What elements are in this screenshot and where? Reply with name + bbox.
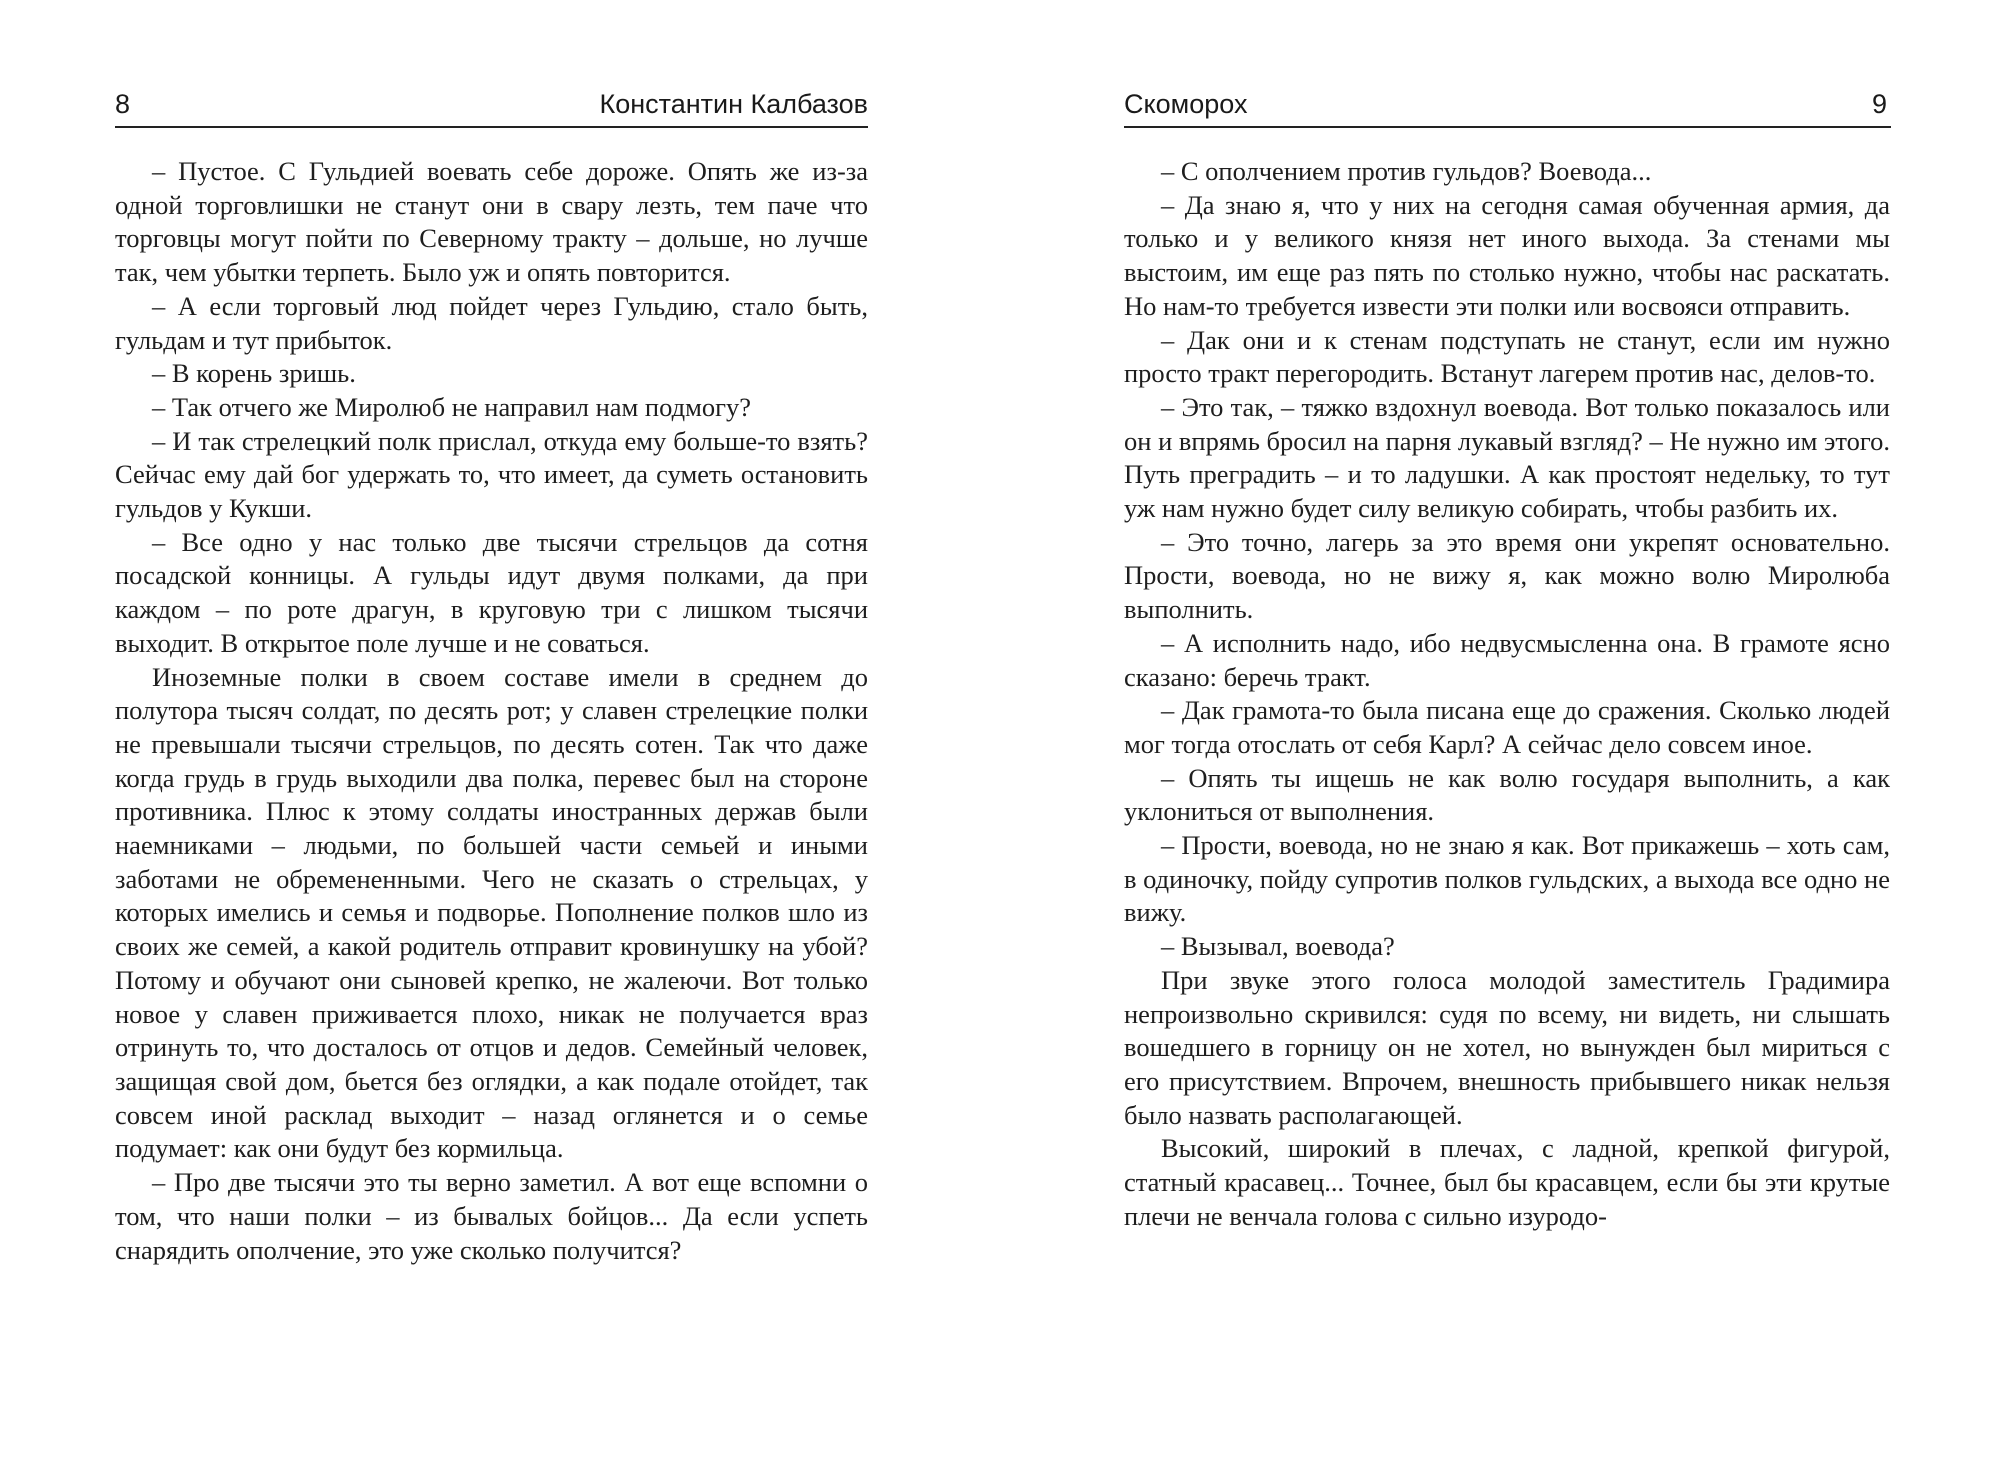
paragraph: Иноземные полки в своем составе имели в среднем до полутора тысяч солдат, по десять рот; у славен стрелецкие полки не превышали тысячи стрельцов, по десять сотен. Так что даже когда грудь в грудь выходили два полка, перевес был на стороне противника. Плюс к этому солдаты иностранных держав были наемниками – людьми, по большей части семьей и иными заботами не обремененными. Чего не сказать о стрельцах, у которых имелись и семья и подворье. Пополнение полков шло из своих же семей, а какой родитель отправит кровинушку на убой? Потому и обучают они сыновей крепко, не жалеючи. Вот только новое у славен приживается плохо, никак не получается враз отринуть то, что досталось от отцов и дедов. Семейный человек, защищая свой дом, бьется без оглядки, а как подале отойдет, так совсем иной расклад выходит – назад оглянется и о семье подумает: как они будут без кормильца.: [115, 661, 868, 1164]
paragraph: – Дак они и к стенам подступать не станут, если им нужно просто тракт перегородить. Встанут лагерем против нас, делов-то.: [1124, 324, 1890, 389]
paragraph: – Так отчего же Миролюб не направил нам подмогу?: [152, 391, 751, 422]
right-page: [1000, 0, 2000, 1473]
paragraph: – Опять ты ищешь не как волю государя выполнить, а как уклониться от выполнения.: [1124, 762, 1890, 827]
right-running-header: [1124, 86, 1891, 128]
paragraph: – Это так, – тяжко вздохнул воевода. Вот только показалось или он и впрямь бросил на парня лукавый взгляд? – Не нужно им этого. Путь преградить – и то ладушки. А как простоят недельку, то тут уж нам нужно будет силу великую собирать, чтобы разбить их.: [1124, 391, 1890, 524]
paragraph: – И так стрелецкий полк прислал, откуда ему больше-то взять? Сейчас ему дай бог удержать то, что имеет, да суметь остановить гульдов у Кукши.: [115, 425, 868, 524]
paragraph: – А исполнить надо, ибо недвусмысленна она. В грамоте ясно сказано: беречь тракт.: [1124, 627, 1890, 692]
right-body-text: [1124, 155, 1890, 1234]
right-page-number: 9: [1871, 89, 1887, 119]
right-running-head: Скоморох: [1124, 89, 1248, 119]
paragraph: – А если торговый люд пойдет через Гульдию, стало быть, гульдам и тут прибыток.: [115, 290, 868, 355]
paragraph: – Пустое. С Гульдией воевать себе дороже. Опять же из-за одной торговлишки не станут они в свару лезть, тем паче что торговцы могут пойти по Северному тракту – дольше, но лучше так, чем убытки терпеть. Было уж и опять повторится.: [115, 156, 868, 288]
paragraph: – Все одно у нас только две тысячи стрельцов да сотня посадской конницы. А гульды идут двумя полками, да при каждом – по роте драгун, в круговую три с лишком тысячи выходит. В открытое поле лучше и не соваться.: [115, 526, 868, 658]
paragraph: – Это точно, лагерь за это время они укрепят основательно. Прости, воевода, но не вижу я, как можно волю Миролюба выполнить.: [1124, 526, 1890, 625]
paragraph: – Прости, воевода, но не знаю я как. Вот прикажешь – хоть сам, в одиночку, пойду супротив полков гульдских, а выхода все одно не вижу.: [1124, 830, 1890, 928]
paragraph: – Про две тысячи это ты верно заметил. А вот еще вспомни о том, что наши полки – из бывалых бойцов... Да если успеть снарядить ополчение, это уже сколько получится?: [115, 1167, 868, 1265]
left-running-head: Константин Калбазов: [599, 89, 868, 119]
paragraph: – С ополчением против гульдов? Воевода...: [1161, 156, 1652, 186]
paragraph: Высокий, широкий в плечах, с ладной, крепкой фигурой, статный красавец... Точнее, был бы красавцем, если бы эти крутые плечи не венчала голова с сильно изуродо-: [1124, 1133, 1890, 1231]
paragraph: При звуке этого голоса молодой заместитель Градимира непроизвольно скривился: судя по всему, ни видеть, ни слышать вошедшего в горницу он не хотел, но вынужден был мириться с его присутствием. Впрочем, внешность прибывшего никак нельзя было назвать располагающей.: [1124, 964, 1890, 1130]
paragraph: – Да знаю я, что у них на сегодня самая обученная армия, да только и у великого князя нет иного выхода. За стенами мы выстоим, им еще раз пять по столько нужно, чтобы нас раскатать. Но нам-то требуется извести эти полки или восвояси отправить.: [1124, 189, 1890, 321]
paragraph: – Дак грамота-то была писана еще до сражения. Сколько людей мог тогда отослать от себя Карл? А сейчас дело совсем иное.: [1124, 695, 1890, 759]
left-running-header: [115, 86, 868, 128]
left-page-number: 8: [115, 89, 131, 119]
paragraph: – В корень зришь.: [152, 358, 356, 389]
paragraph: – Вызывал, воевода?: [1161, 931, 1395, 962]
left-body-text: [115, 155, 868, 1267]
